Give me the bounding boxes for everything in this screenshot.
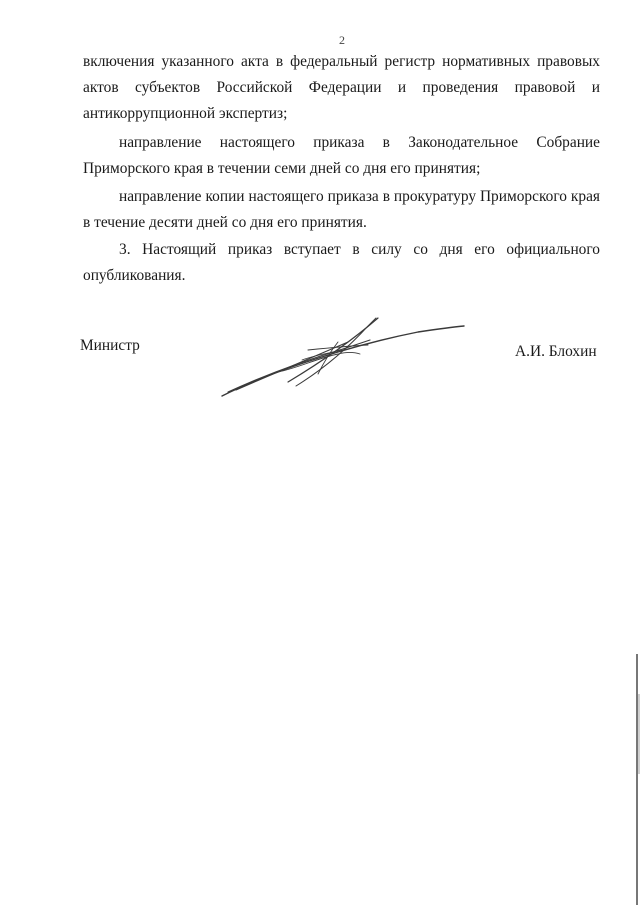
page-number: 2 (339, 33, 345, 47)
text-line: антикоррупционной экспертиз; (83, 105, 288, 122)
paragraph-registry-inclusion (83, 49, 600, 127)
paragraph-legislative-assembly (83, 130, 600, 182)
handwritten-signature (218, 312, 470, 402)
text-line: опубликования. (83, 267, 186, 284)
scan-border-line (634, 654, 640, 905)
text-line: включения указанного акта в федеральный регистр нормативных правовых (83, 53, 600, 70)
text-line: Приморского края в течении семи дней со дня его принятия; (83, 160, 481, 177)
text-line: в течение десяти дней со дня его принятия. (83, 214, 367, 231)
text-line: актов субъектов Российской Федерации и проведения правовой и (83, 79, 600, 96)
text-line: направление настоящего приказа в Законодательное Собрание (119, 134, 600, 151)
signatory-title: Министр (80, 337, 140, 354)
paragraph-entry-into-force (83, 237, 600, 289)
signatory-name: А.И. Блохин (515, 343, 597, 360)
text-line: направление копии настоящего приказа в прокуратуру Приморского края (119, 188, 600, 205)
text-line: 3. Настоящий приказ вступает в силу со дня его официального (119, 241, 600, 258)
paragraph-prosecutor-office (83, 184, 600, 236)
